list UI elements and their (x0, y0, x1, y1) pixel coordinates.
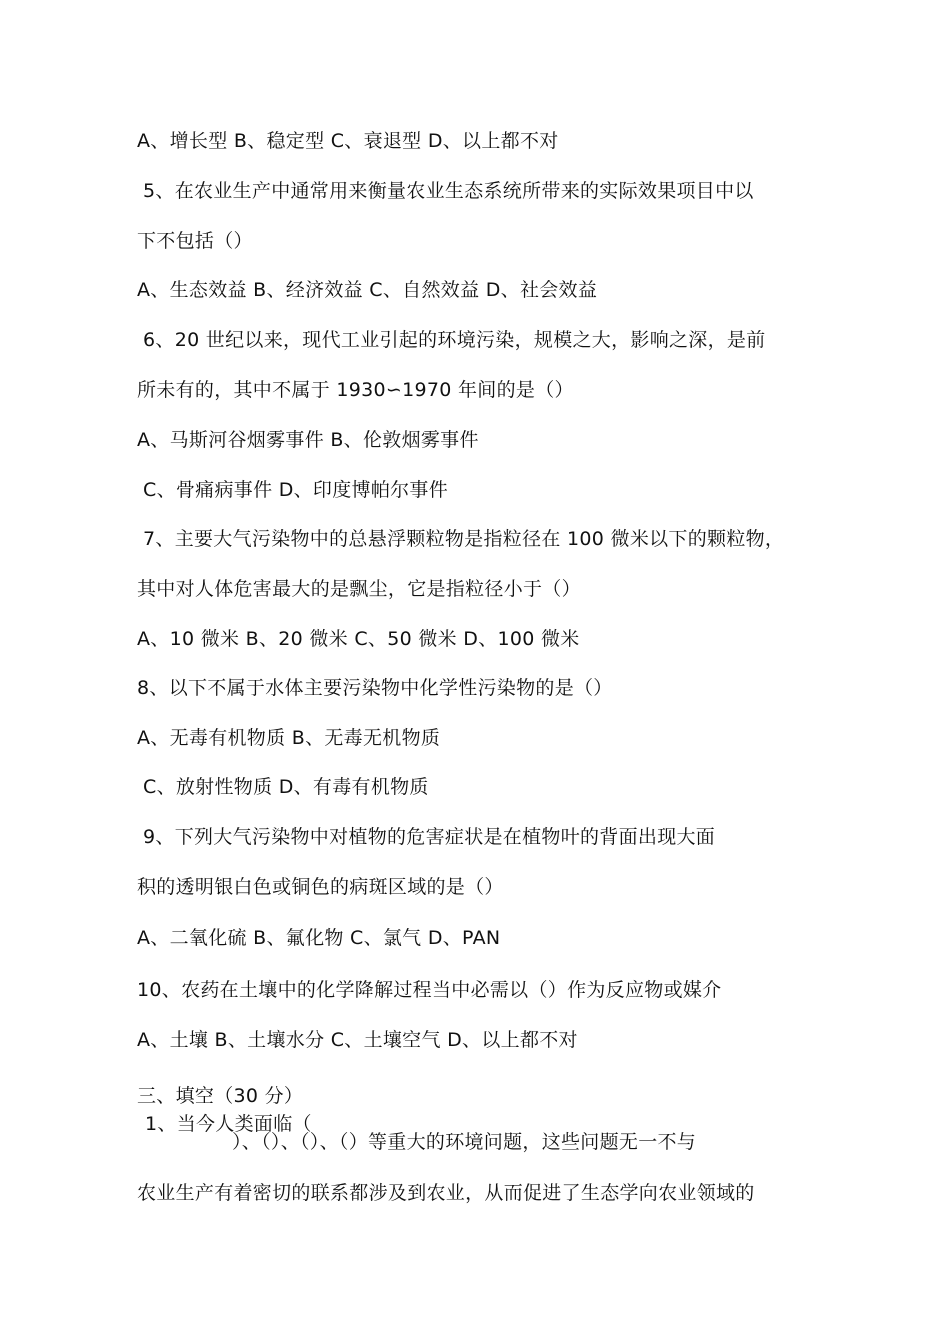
answer-options-q10: A、土壤 B、土壤水分 C、土壤空气 D、以上都不对 (137, 1029, 578, 1051)
question-10: 10、农药在土壤中的化学降解过程当中必需以（）作为反应物或媒介 (137, 979, 722, 1001)
answer-options-q7: A、10 微米 B、20 微米 C、50 微米 D、100 微米 (137, 628, 580, 650)
question-8: 8、以下不属于水体主要污染物中化学性污染物的是（） (137, 677, 613, 699)
section-heading-fill-blank: 三、填空（30 分） (137, 1085, 304, 1107)
answer-options-q6-ab: A、马斯河谷烟雾事件 B、伦敦烟雾事件 (137, 429, 479, 451)
answer-options-q5: A、生态效益 B、经济效益 C、自然效益 D、社会效益 (137, 279, 598, 301)
question-5-cont: 下不包括（） (137, 230, 253, 252)
answer-options-q8-ab: A、无毒有机物质 B、无毒无机物质 (137, 727, 441, 749)
fill-blank-q1-start: 1、当今人类面临（ (145, 1113, 312, 1135)
answer-options-q6-cd: C、骨痛病事件 D、印度博帕尔事件 (143, 479, 449, 501)
question-5: 5、在农业生产中通常用来衡量农业生态系统所带来的实际效果项目中以 (143, 180, 754, 202)
question-9: 9、下列大气污染物中对植物的危害症状是在植物叶的背面出现大面 (143, 826, 716, 848)
answer-options-q8-cd: C、放射性物质 D、有毒有机物质 (143, 776, 429, 798)
answer-options-q9: A、二氧化硫 B、氟化物 C、氯气 D、PAN (137, 927, 501, 949)
question-6: 6、20 世纪以来，现代工业引起的环境污染，规模之大，影响之深，是前 (143, 329, 766, 351)
question-7-cont: 其中对人体危害最大的是飘尘，它是指粒径小于（） (137, 578, 581, 600)
answer-options-q4: A、增长型 B、稳定型 C、衰退型 D、以上都不对 (137, 130, 559, 152)
question-7: 7、主要大气污染物中的总悬浮颗粒物是指粒径在 100 微米以下的颗粒物， (143, 528, 785, 550)
fill-blank-q1-cont: 农业生产有着密切的联系都涉及到农业，从而促进了生态学向农业领域的 (137, 1182, 755, 1204)
question-9-cont: 积的透明银白色或铜色的病斑区域的是（） (137, 876, 504, 898)
question-6-cont: 所未有的，其中不属于 1930∽1970 年间的是（） (137, 379, 574, 401)
fill-blank-q1-blanks: ）、（）、（）、（）等重大的环境问题，这些问题无一不与 (232, 1131, 697, 1153)
